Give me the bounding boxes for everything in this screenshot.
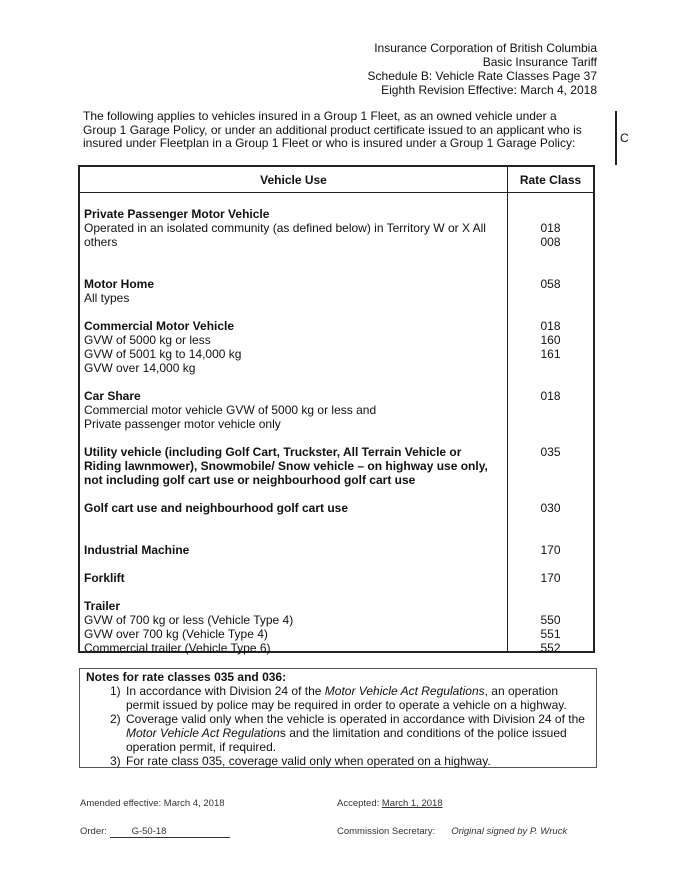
note-text: Coverage valid only when the vehicle is operated in accordance with Division 24 of the [126, 712, 585, 726]
row-title: Trailer [84, 599, 121, 613]
rate-value: 035 [540, 445, 561, 459]
rate-cell [508, 445, 593, 459]
order-number: G-50-18 [110, 826, 230, 838]
table-row [84, 207, 508, 249]
rate-value: 008 [540, 235, 561, 249]
signature: Original signed by P. Wruck [451, 826, 568, 837]
row-title: Private Passenger Motor Vehicle [84, 207, 270, 221]
header-revision: Eighth Revision Effective: March 4, 2018 [381, 83, 597, 97]
rate-value: 018 [540, 389, 561, 403]
order-line [80, 825, 230, 839]
accepted-label: Accepted: [337, 798, 382, 809]
note-number: 2) [110, 712, 121, 726]
rate-class-table [78, 165, 595, 653]
table-row [84, 389, 508, 431]
rate-value: 170 [540, 543, 561, 557]
table-row [84, 599, 508, 655]
note-item [86, 754, 590, 768]
row-line: GVW of 5001 kg to 14,000 kg [84, 347, 242, 361]
accepted-date: March 1, 2018 [381, 798, 443, 809]
rate-cell [508, 501, 593, 515]
row-line: Utility vehicle (including Golf Cart, Truckster, All Terrain Vehicle or [84, 445, 462, 459]
row-title: Car Share [84, 389, 141, 403]
note-number: 1) [110, 684, 121, 698]
note-text: s and the limitation and conditions of the police issued operation permit, if required. [126, 726, 567, 754]
table-row [84, 571, 508, 585]
row-line: Operated in an isolated community (as defined below) in Territory W or X All [84, 221, 486, 235]
row-line: Private passenger motor vehicle only [84, 417, 281, 431]
table-row [84, 445, 508, 487]
note-text: , an operation permit issued by police may be required in order to operate a vehicle on a highway. [126, 684, 567, 712]
row-line: GVW over 700 kg (Vehicle Type 4) [84, 627, 268, 641]
header-organization: Insurance Corporation of British Columbia [374, 41, 597, 55]
rate-value: 552 [540, 641, 561, 655]
header-tariff: Basic Insurance Tariff [482, 55, 597, 69]
row-line: GVW of 5000 kg or less [84, 333, 211, 347]
row-title: Commercial Motor Vehicle [84, 319, 235, 333]
note-italic: Motor Vehicle Act Regulation [126, 726, 280, 740]
header-vehicle-use: Vehicle Use [260, 173, 327, 187]
header-schedule: Schedule B: Vehicle Rate Classes Page 37 [367, 69, 597, 83]
rate-value: 551 [540, 627, 561, 641]
rate-value: 161 [540, 347, 561, 361]
note-number: 3) [110, 754, 121, 768]
note-text: In accordance with Division 24 of the [126, 684, 325, 698]
rate-value: 170 [540, 571, 561, 585]
order-label: Order: [80, 826, 110, 837]
rate-cell [508, 389, 593, 403]
secretary-line [337, 825, 567, 839]
notes-list [86, 684, 590, 768]
rate-cell [508, 319, 593, 361]
row-line: Riding lawnmower), Snowmobile/ Snow vehicle – on highway use only, [84, 459, 488, 473]
row-title: Forklift [84, 571, 125, 585]
change-bar [615, 111, 617, 165]
rate-value: 018 [540, 319, 561, 333]
table-row [84, 319, 508, 375]
secretary-label: Commission Secretary: [337, 826, 436, 837]
header-rate-class: Rate Class [519, 173, 582, 187]
row-line: others [84, 235, 118, 249]
rate-cell [508, 221, 593, 249]
rate-cell [508, 277, 593, 291]
row-title: Golf cart use and neighbourhood golf cart use [84, 501, 349, 515]
table-row [84, 543, 508, 557]
table-header-row [80, 167, 593, 193]
change-marker: C [620, 131, 629, 145]
row-line: not including golf cart use or neighbourhood golf cart use [84, 473, 416, 487]
rate-cell [508, 613, 593, 655]
row-line: Commercial trailer (Vehicle Type 6) [84, 641, 271, 655]
row-line: GVW over 14,000 kg [84, 361, 196, 375]
row-title: Industrial Machine [84, 543, 190, 557]
row-title: Motor Home [84, 277, 154, 291]
intro-paragraph: The following applies to vehicles insured in a Group 1 Fleet, as an owned vehicle under a Group 1 Garage Policy, or under an additional product certificate issued to an applicant who is insured under Fleetplan in a Group 1 Fleet or who is insured under a Group 1 Garage Policy: [83, 109, 582, 150]
note-italic: Motor Vehicle Act Regulations [324, 684, 485, 698]
rate-value: 160 [540, 333, 561, 347]
rate-value: 018 [540, 221, 561, 235]
note-text: For rate class 035, coverage valid only when operated on a highway. [126, 754, 491, 768]
note-item [86, 712, 590, 754]
rate-cell [508, 571, 593, 585]
rate-value: 550 [540, 613, 561, 627]
note-item [86, 684, 590, 712]
document-header [368, 41, 597, 97]
table-row [84, 501, 508, 515]
rate-value: 030 [540, 501, 561, 515]
rate-cell [508, 543, 593, 557]
accepted-line [337, 797, 443, 811]
table-row [84, 277, 508, 305]
notes-title: Notes for rate classes 035 and 036: [86, 670, 287, 684]
row-line: GVW of 700 kg or less (Vehicle Type 4) [84, 613, 294, 627]
row-line: All types [84, 291, 130, 305]
amended-effective: Amended effective: March 4, 2018 [80, 798, 225, 809]
notes-box [79, 668, 597, 768]
rate-value: 058 [540, 277, 561, 291]
row-line: Commercial motor vehicle GVW of 5000 kg or less and [84, 403, 377, 417]
